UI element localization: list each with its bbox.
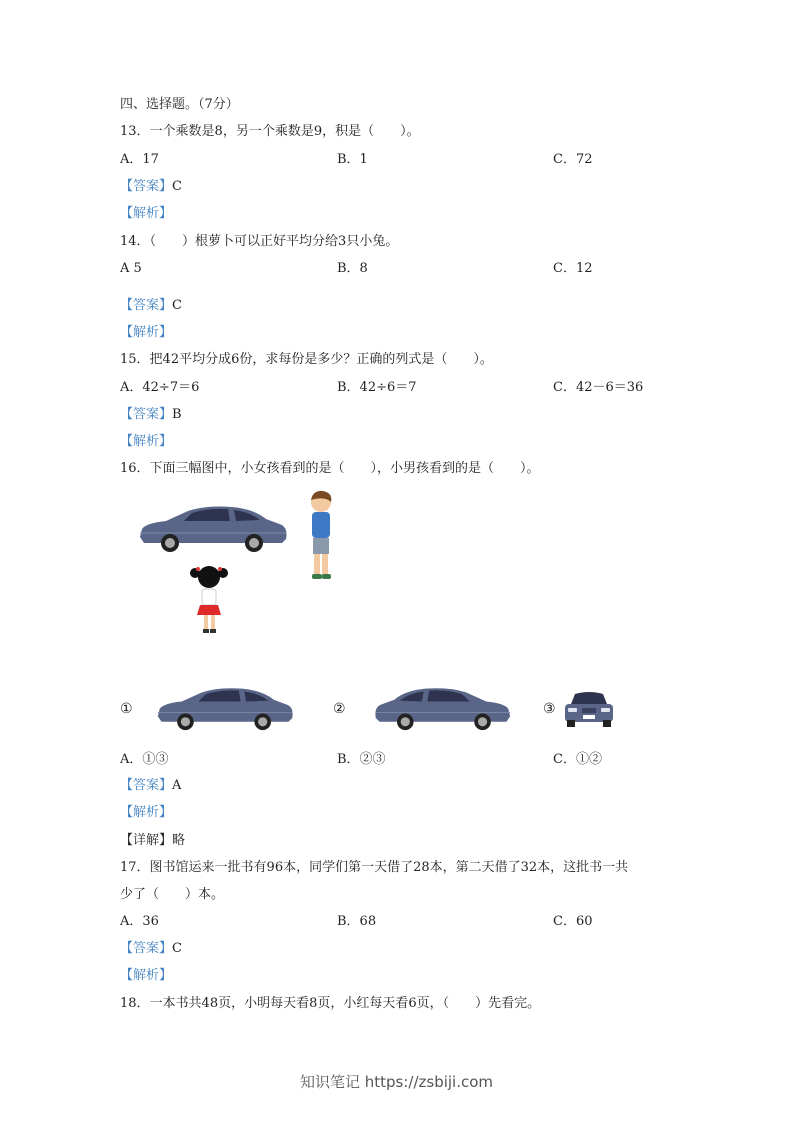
q16-option-a: A．①③ — [120, 752, 169, 767]
detail-value: 略 — [172, 833, 186, 848]
q17-option-b: B．68 — [337, 914, 377, 929]
scene-girl-illustration — [190, 563, 228, 635]
q15-answer — [120, 407, 182, 423]
q14-option-a: A 5 — [120, 261, 142, 276]
answer-tag: 【答案】 — [120, 407, 173, 422]
q15-analysis: 【解析】 — [120, 434, 173, 449]
answer-tag: 【答案】 — [120, 179, 173, 194]
q17-answer — [120, 941, 182, 957]
answer-value: A — [172, 778, 182, 793]
q14-analysis: 【解析】 — [120, 325, 173, 340]
answer-tag: 【答案】 — [120, 298, 173, 313]
question-14-stem: 14．（ ）根萝卜可以正好平均分给3只小兔。 — [120, 234, 399, 249]
q13-option-b: B．1 — [337, 152, 368, 167]
question-15-stem: 15．把42平均分成6份，求每份是多少？正确的列式是（ ）。 — [120, 352, 493, 367]
q15-option-a: A．42÷7＝6 — [120, 380, 200, 395]
q13-option-a: A．17 — [120, 152, 159, 167]
answer-value: C — [172, 298, 182, 313]
figure-label-2: ② — [333, 701, 346, 717]
scene-boy-illustration — [303, 490, 339, 582]
q13-analysis: 【解析】 — [120, 206, 173, 221]
q14-answer — [120, 298, 182, 314]
q13-option-c: C．72 — [553, 152, 593, 167]
answer-value: C — [172, 941, 182, 956]
answer-value: C — [172, 179, 182, 194]
scene-car-side-illustration — [136, 503, 290, 553]
detail-tag: 【详解】 — [120, 833, 173, 848]
q16-option-c: C．①② — [553, 752, 602, 767]
q17-option-a: A．36 — [120, 914, 159, 929]
q15-option-b: B．42÷6＝7 — [337, 380, 417, 395]
q17-analysis: 【解析】 — [120, 968, 173, 983]
answer-tag: 【答案】 — [120, 941, 173, 956]
figure-2-car-side-right — [368, 685, 518, 731]
question-17-stem-line2: 少了（ ）本。 — [120, 887, 225, 902]
q16-option-b: B．②③ — [337, 752, 386, 767]
answer-tag: 【答案】 — [120, 778, 173, 793]
q16-detail — [120, 833, 185, 849]
question-18-stem: 18．一本书共48页，小明每天看8页，小红每天看6页，（ ）先看完。 — [120, 996, 541, 1011]
figure-3-car-front — [563, 690, 615, 728]
q15-option-c: C．42－6＝36 — [553, 380, 644, 395]
footer-watermark: 知识笔记 https://zsbiji.com — [299, 1073, 494, 1091]
question-13-stem: 13．一个乘数是8，另一个乘数是9，积是（ ）。 — [120, 124, 420, 139]
question-16-stem: 16．下面三幅图中，小女孩看到的是（ ），小男孩看到的是（ ）。 — [120, 461, 540, 476]
section-title: 四、选择题。（7分） — [120, 97, 239, 112]
figure-label-1: ① — [120, 701, 133, 717]
figure-1-car-side-left — [150, 685, 300, 731]
q13-answer — [120, 179, 182, 195]
q14-option-c: C．12 — [553, 261, 593, 276]
question-17-stem-line1: 17．图书馆运来一批书有96本，同学们第一天借了28本，第二天借了32本，这批书一共 — [120, 860, 629, 875]
q17-option-c: C．60 — [553, 914, 593, 929]
q14-option-b: B．8 — [337, 261, 368, 276]
answer-value: B — [172, 407, 182, 422]
q16-analysis: 【解析】 — [120, 805, 173, 820]
figure-label-3: ③ — [543, 701, 556, 717]
q16-answer — [120, 778, 181, 794]
